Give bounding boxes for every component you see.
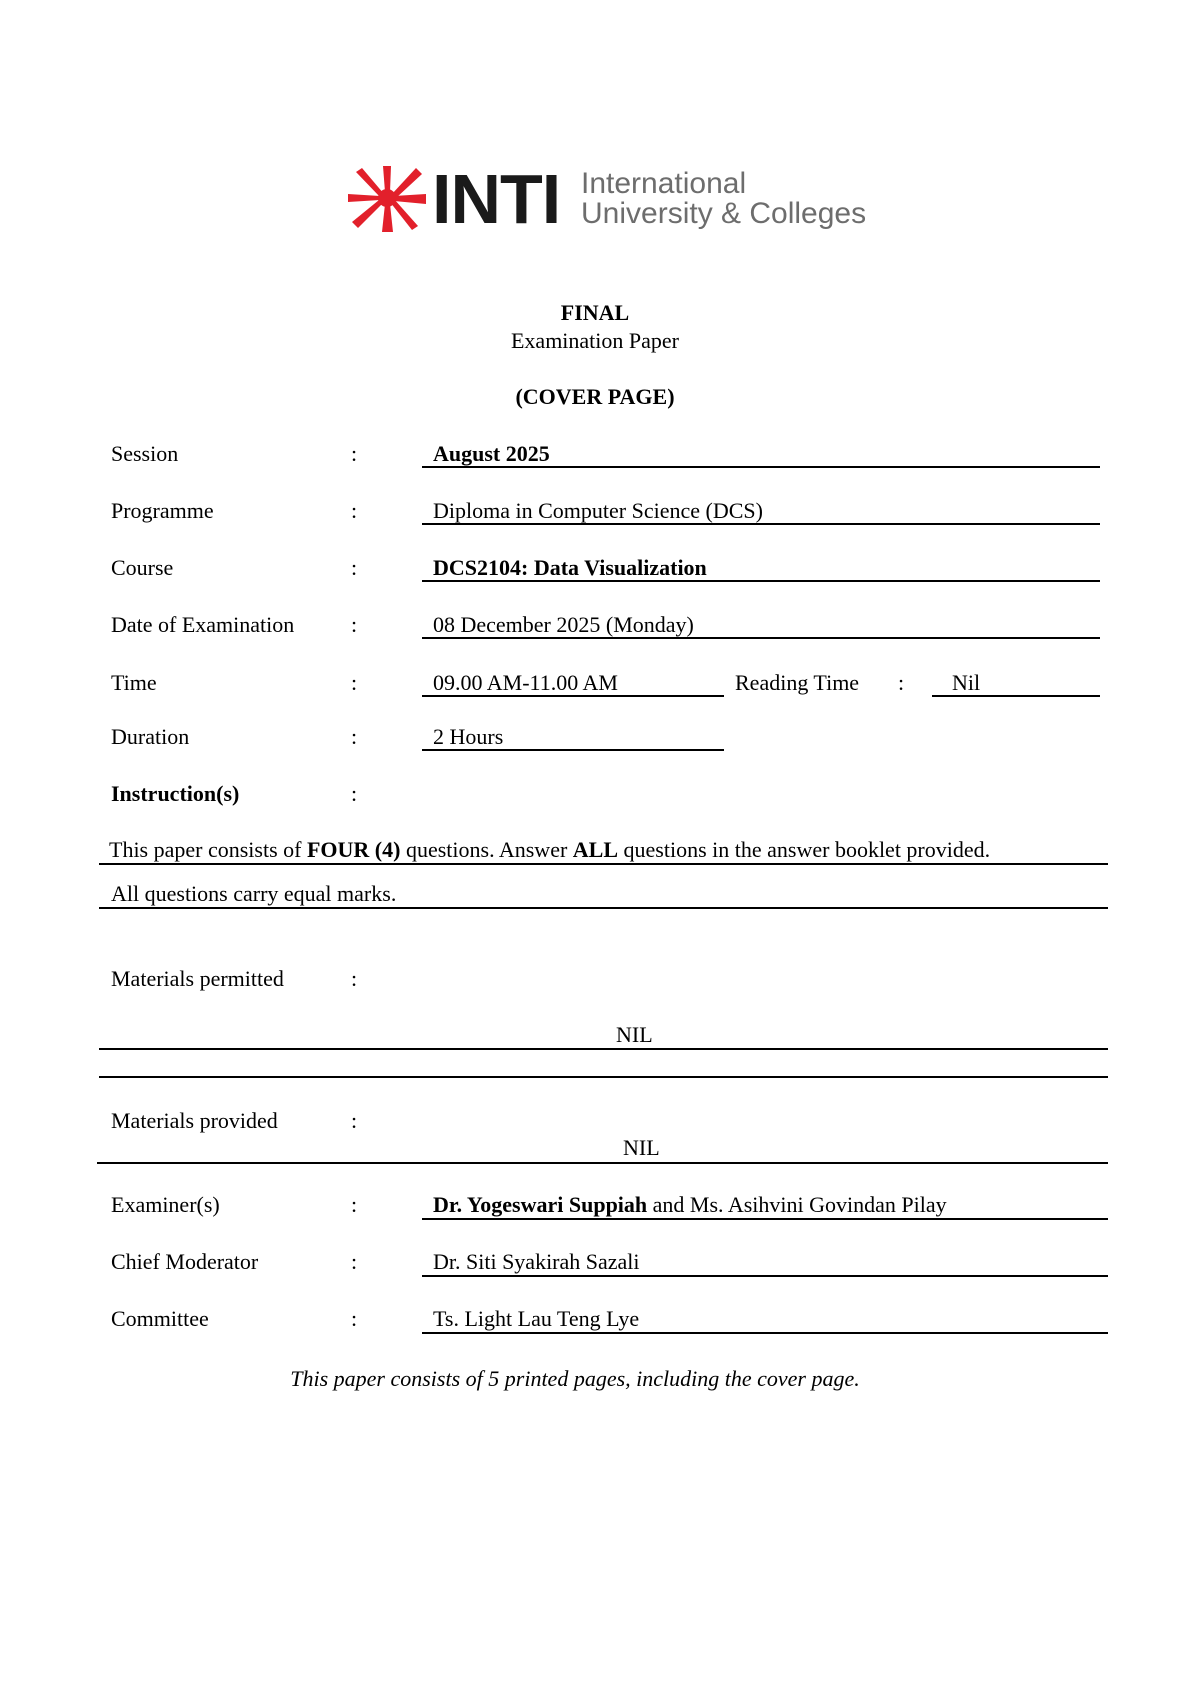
instructions-text: questions. Answer bbox=[400, 837, 573, 862]
reading-time-colon: : bbox=[898, 670, 905, 695]
materials-provided-underline bbox=[97, 1162, 1108, 1164]
instructions-underline-2 bbox=[99, 907, 1108, 909]
instructions-all: ALL bbox=[572, 837, 619, 862]
course-underline bbox=[422, 580, 1100, 582]
committee-underline bbox=[422, 1332, 1108, 1334]
time-value: 09.00 AM-11.00 AM bbox=[433, 670, 618, 695]
materials-provided-label: Materials provided bbox=[111, 1108, 278, 1133]
materials-provided-value: NIL bbox=[623, 1135, 660, 1160]
committee-label: Committee bbox=[111, 1306, 209, 1331]
moderator-colon: : bbox=[351, 1249, 358, 1274]
time-underline bbox=[422, 695, 724, 697]
examiners-colon: : bbox=[351, 1192, 358, 1217]
examiners-underline bbox=[422, 1218, 1108, 1220]
section-divider bbox=[99, 1076, 1108, 1078]
programme-value: Diploma in Computer Science (DCS) bbox=[433, 498, 763, 523]
session-label: Session bbox=[111, 441, 179, 466]
logo-line-2: University & Colleges bbox=[581, 197, 867, 230]
instructions-underline-1 bbox=[99, 863, 1108, 865]
committee-value: Ts. Light Lau Teng Lye bbox=[433, 1306, 640, 1331]
reading-time-value: Nil bbox=[952, 670, 981, 695]
duration-value: 2 Hours bbox=[433, 724, 504, 749]
examiner-secondary: and Ms. Asihvini Govindan Pilay bbox=[647, 1192, 947, 1217]
date-value: 08 December 2025 (Monday) bbox=[433, 612, 694, 637]
duration-label: Duration bbox=[111, 724, 190, 749]
time-colon: : bbox=[351, 670, 358, 695]
date-label: Date of Examination bbox=[111, 612, 295, 637]
duration-underline bbox=[422, 749, 724, 751]
programme-label: Programme bbox=[111, 498, 214, 523]
heading-cover-page: (COVER PAGE) bbox=[515, 384, 675, 409]
examiners-value bbox=[433, 1192, 947, 1218]
date-colon: : bbox=[351, 612, 358, 637]
instructions-text: This paper consists of bbox=[109, 837, 307, 862]
instructions-paragraph-2: All questions carry equal marks. bbox=[111, 881, 397, 906]
instructions-colon: : bbox=[351, 781, 358, 806]
examiners-label: Examiner(s) bbox=[111, 1192, 220, 1217]
duration-colon: : bbox=[351, 724, 358, 749]
page-count-note: This paper consists of 5 printed pages, including the cover page. bbox=[290, 1366, 860, 1391]
session-value: August 2025 bbox=[433, 441, 550, 466]
course-label: Course bbox=[111, 555, 174, 580]
heading-exam-paper: Examination Paper bbox=[510, 328, 679, 353]
instructions-label: Instruction(s) bbox=[111, 781, 240, 806]
programme-underline bbox=[422, 523, 1100, 525]
logo-line-1: International bbox=[581, 167, 747, 200]
examiner-primary: Dr. Yogeswari Suppiah bbox=[433, 1192, 648, 1217]
red-asterisk-icon bbox=[346, 164, 428, 234]
date-underline bbox=[422, 637, 1100, 639]
reading-time-label: Reading Time bbox=[735, 670, 860, 695]
materials-permitted-value: NIL bbox=[616, 1022, 653, 1047]
instructions-paragraph-1 bbox=[109, 837, 990, 863]
logo-brand: INTI bbox=[432, 160, 561, 238]
time-label: Time bbox=[111, 670, 157, 695]
session-colon: : bbox=[351, 441, 358, 466]
materials-permitted-colon: : bbox=[351, 966, 358, 991]
session-underline bbox=[422, 466, 1100, 468]
materials-permitted-underline bbox=[99, 1048, 1108, 1050]
instructions-text: questions in the answer booklet provided. bbox=[618, 837, 991, 862]
course-value: DCS2104: Data Visualization bbox=[433, 555, 707, 580]
programme-colon: : bbox=[351, 498, 358, 523]
instructions-question-count: FOUR (4) bbox=[306, 837, 401, 862]
heading-final: FINAL bbox=[560, 300, 630, 325]
materials-provided-colon: : bbox=[351, 1108, 358, 1133]
committee-colon: : bbox=[351, 1306, 358, 1331]
moderator-underline bbox=[422, 1275, 1108, 1277]
course-colon: : bbox=[351, 555, 358, 580]
moderator-label: Chief Moderator bbox=[111, 1249, 259, 1274]
materials-permitted-label: Materials permitted bbox=[111, 966, 284, 991]
reading-time-underline bbox=[932, 695, 1100, 697]
moderator-value: Dr. Siti Syakirah Sazali bbox=[433, 1249, 640, 1274]
